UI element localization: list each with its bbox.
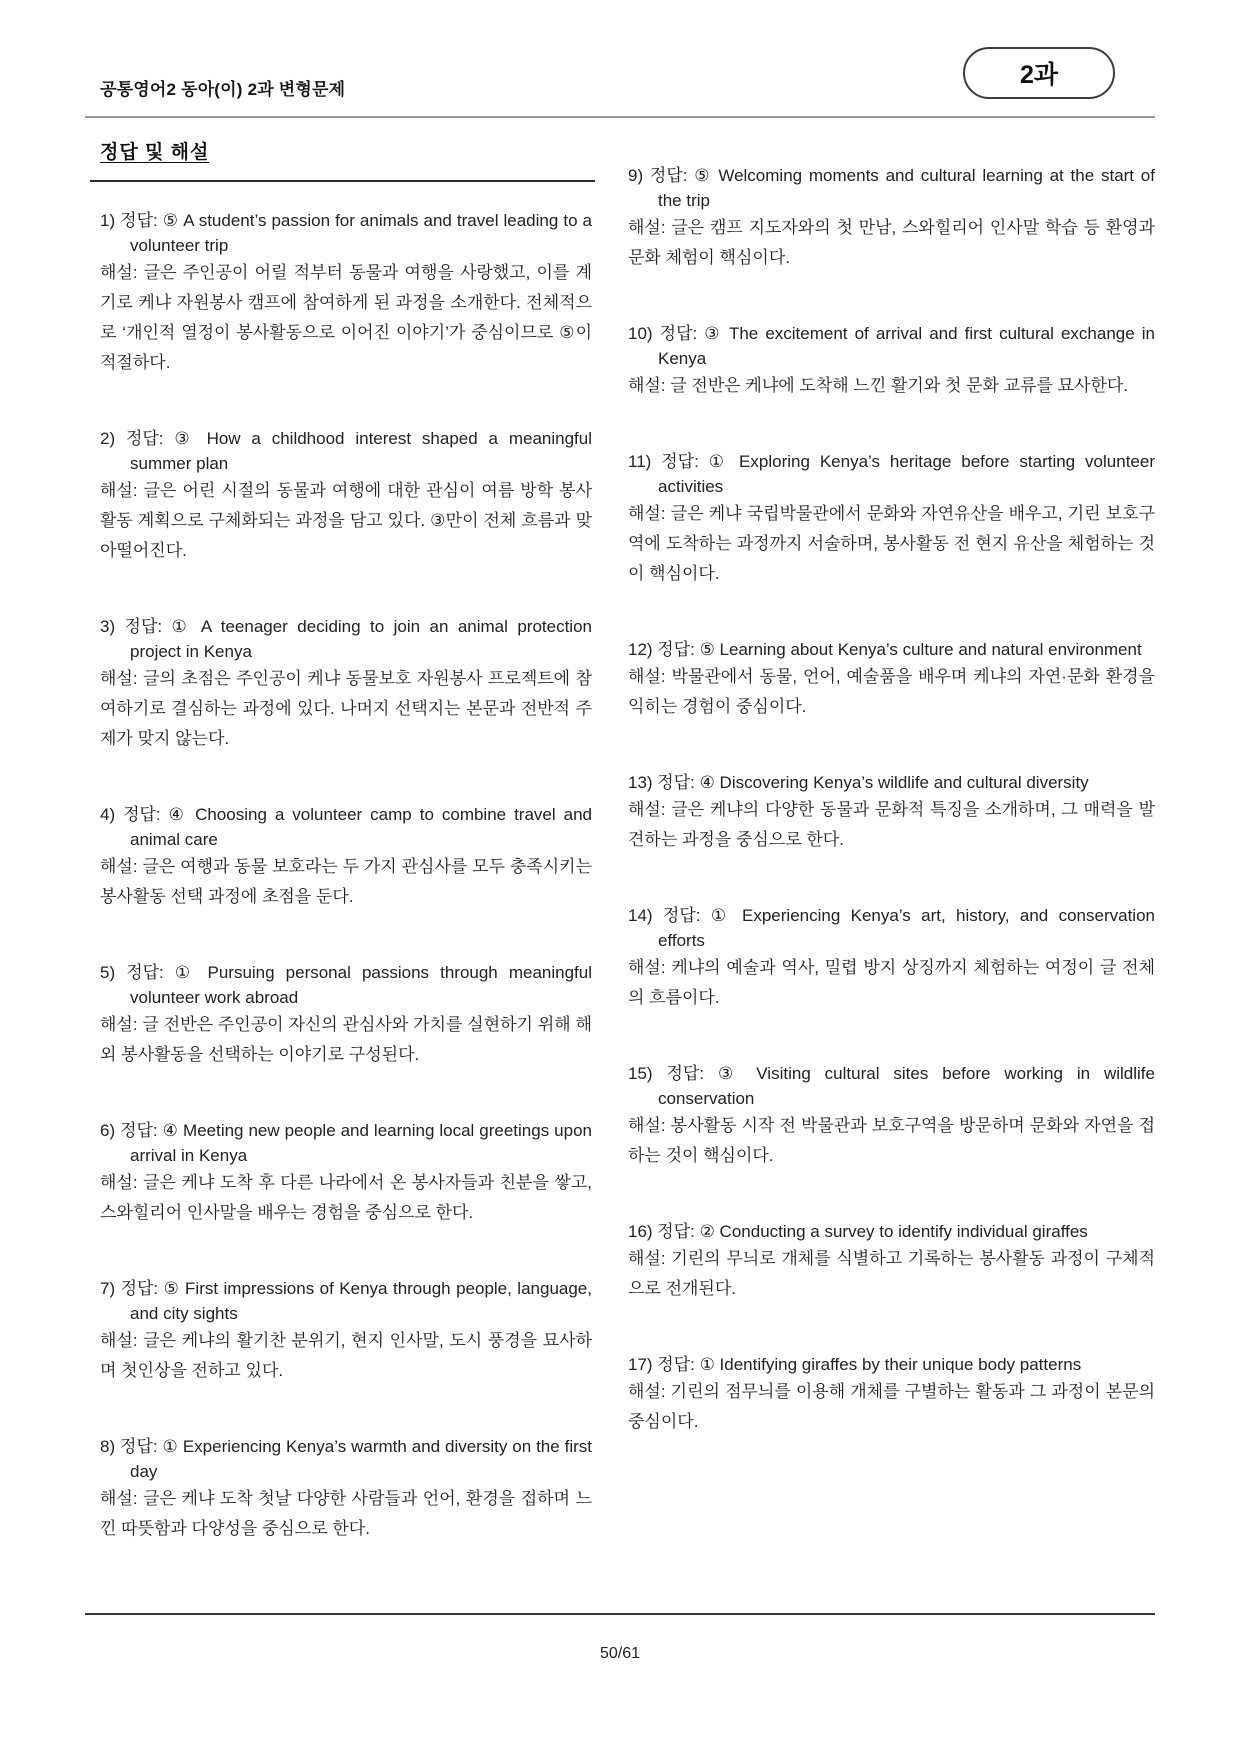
answer-item <box>628 637 1155 722</box>
item-number: 3) <box>100 617 116 636</box>
item-number: 5) <box>100 963 116 982</box>
answer-item <box>628 1061 1155 1171</box>
answer-text: 정답: ④ Discovering Kenya’s wildlife and cultural diversity <box>652 773 1089 792</box>
item-number: 4) <box>100 805 116 824</box>
answer-item <box>100 960 592 1070</box>
explanation-text: 해설: 글은 캠프 지도자와의 첫 만남, 스와힐리어 인사말 학습 등 환영과 문화 체험이 핵심이다. <box>628 218 1155 267</box>
answer-item <box>628 449 1155 589</box>
answer-line <box>100 1276 592 1326</box>
answer-item <box>628 770 1155 855</box>
answer-text: 정답: ① Exploring Kenya’s heritage before starting volunteer activities <box>651 452 1155 496</box>
explanation-text: 해설: 봉사활동 시작 전 박물관과 보호구역을 방문하며 문화와 자연을 접하는 것이 핵심이다. <box>628 1116 1155 1165</box>
item-number: 14) <box>628 906 653 925</box>
answer-item <box>628 321 1155 401</box>
doc-title: 공통영어2 동아(이) 2과 변형문제 <box>100 80 346 99</box>
item-number: 1) <box>100 211 116 230</box>
answer-text: 정답: ① Experiencing Kenya’s warmth and diversity on the first day <box>115 1437 592 1481</box>
answer-item <box>100 1276 592 1386</box>
header-rule <box>85 116 1155 118</box>
answer-text: 정답: ③ The excitement of arrival and first cultural exchange in Kenya <box>652 324 1155 368</box>
answer-line <box>628 903 1155 953</box>
answer-text: 정답: ② Conducting a survey to identify individual giraffes <box>652 1222 1088 1241</box>
answer-line <box>628 163 1155 213</box>
answer-item <box>100 208 592 378</box>
explanation-text: 해설: 글은 어린 시절의 동물과 여행에 대한 관심이 여름 방학 봉사활동 계획으로 구체화되는 과정을 담고 있다. ③만이 전체 흐름과 맞아떨어진다. <box>100 481 592 560</box>
chapter-badge: 2과 <box>963 47 1115 99</box>
item-number: 17) <box>628 1355 653 1374</box>
item-number: 16) <box>628 1222 653 1241</box>
answer-line <box>628 1061 1155 1111</box>
explanation-text: 해설: 글은 케냐 도착 첫날 다양한 사람들과 언어, 환경을 접하며 느낀 따뜻함과 다양성을 중심으로 한다. <box>100 1489 592 1538</box>
answer-text: 정답: ① Experiencing Kenya’s art, history, and conservation efforts <box>652 906 1155 950</box>
item-number: 8) <box>100 1437 116 1456</box>
explanation-text: 해설: 글은 케냐 도착 후 다른 나라에서 온 봉사자들과 친분을 쌓고, 스와힐리어 인사말을 배우는 경험을 중심으로 한다. <box>100 1173 592 1222</box>
explanation-text: 해설: 박물관에서 동물, 언어, 예술품을 배우며 케냐의 자연·문화 환경을 익히는 경험이 중심이다. <box>628 667 1155 716</box>
explanation-text: 해설: 기린의 무늬로 개체를 식별하고 기록하는 봉사활동 과정이 구체적으로 전개된다. <box>628 1249 1155 1298</box>
answer-line <box>100 960 592 1010</box>
answer-line <box>100 1118 592 1168</box>
item-number: 15) <box>628 1064 653 1083</box>
answer-text: 정답: ① A teenager deciding to join an animal protection project in Kenya <box>115 617 592 661</box>
answer-item <box>100 1434 592 1544</box>
item-number: 13) <box>628 773 653 792</box>
answer-item <box>100 802 592 912</box>
answer-text: 정답: ⑤ A student’s passion for animals and travel leading to a volunteer trip <box>115 211 592 255</box>
answer-line <box>100 208 592 258</box>
footer-rule <box>85 1613 1155 1615</box>
answer-line <box>628 1352 1155 1377</box>
answer-item <box>628 1352 1155 1437</box>
item-number: 11) <box>628 452 652 471</box>
explanation-text: 해설: 글은 주인공이 어릴 적부터 동물과 여행을 사랑했고, 이를 계기로 케냐 자원봉사 캠프에 참여하게 된 과정을 소개한다. 전체적으로 ‘개인적 열정이 봉사활동으로 이어진 이야기’가 중심이므로 ⑤이 적절하다. <box>100 263 592 372</box>
section-rule <box>90 180 595 182</box>
item-number: 2) <box>100 429 116 448</box>
answer-line <box>628 1219 1155 1244</box>
answer-text: 정답: ① Identifying giraffes by their unique body patterns <box>652 1355 1082 1374</box>
answer-item <box>628 903 1155 1013</box>
answer-text: 정답: ③ How a childhood interest shaped a meaningful summer plan <box>115 429 592 473</box>
answer-line <box>628 637 1155 662</box>
answer-item <box>100 614 592 754</box>
item-number: 10) <box>628 324 653 343</box>
answer-line <box>100 426 592 476</box>
answer-text: 정답: ③ Visiting cultural sites before working in wildlife conservation <box>652 1064 1155 1108</box>
answers-column-right <box>628 137 1155 1485</box>
answer-text: 정답: ① Pursuing personal passions through meaningful volunteer work abroad <box>115 963 592 1007</box>
item-number: 6) <box>100 1121 116 1140</box>
answer-line <box>100 802 592 852</box>
explanation-text: 해설: 글은 여행과 동물 보호라는 두 가지 관심사를 모두 충족시키는 봉사활동 선택 과정에 초점을 둔다. <box>100 857 592 906</box>
answer-text: 정답: ④ Meeting new people and learning local greetings upon arrival in Kenya <box>115 1121 592 1165</box>
explanation-text: 해설: 글의 초점은 주인공이 케냐 동물보호 자원봉사 프로젝트에 참여하기로 결심하는 과정에 있다. 나머지 선택지는 본문과 전반적 주제가 맞지 않는다. <box>100 669 592 748</box>
answer-text: 정답: ⑤ First impressions of Kenya through people, language, and city sights <box>115 1279 592 1323</box>
explanation-text: 해설: 글은 케냐 국립박물관에서 문화와 자연유산을 배우고, 기린 보호구역에 도착하는 과정까지 서술하며, 봉사활동 전 현지 유산을 체험하는 것이 핵심이다. <box>628 504 1155 583</box>
item-number: 9) <box>628 166 644 185</box>
explanation-text: 해설: 케냐의 예술과 역사, 밀렵 방지 상징까지 체험하는 여정이 글 전체의 흐름이다. <box>628 958 1155 1007</box>
section-title: 정답 및 해설 <box>100 142 210 163</box>
explanation-text: 해설: 글 전반은 케냐에 도착해 느낀 활기와 첫 문화 교류를 묘사한다. <box>628 376 1129 395</box>
answer-item <box>100 1118 592 1228</box>
answer-line <box>628 321 1155 371</box>
answer-text: 정답: ④ Choosing a volunteer camp to combine travel and animal care <box>115 805 592 849</box>
answer-item <box>628 163 1155 273</box>
answer-line <box>100 614 592 664</box>
explanation-text: 해설: 기린의 점무늬를 이용해 개체를 구별하는 활동과 그 과정이 본문의 중심이다. <box>628 1382 1155 1431</box>
answer-text: 정답: ⑤ Welcoming moments and cultural learning at the start of the trip <box>643 166 1155 210</box>
answer-item <box>628 1219 1155 1304</box>
item-number: 7) <box>100 1279 116 1298</box>
answer-line <box>100 1434 592 1484</box>
explanation-text: 해설: 글은 케냐의 다양한 동물과 문화적 특징을 소개하며, 그 매력을 발견하는 과정을 중심으로 한다. <box>628 800 1155 849</box>
answer-line <box>628 449 1155 499</box>
item-number: 12) <box>628 640 653 659</box>
explanation-text: 해설: 글은 케냐의 활기찬 분위기, 현지 인사말, 도시 풍경을 묘사하며 첫인상을 전하고 있다. <box>100 1331 592 1380</box>
answers-column-left <box>100 137 592 1592</box>
answer-item <box>100 426 592 566</box>
answer-line <box>628 770 1155 795</box>
answer-text: 정답: ⑤ Learning about Kenya’s culture and natural environment <box>652 640 1142 659</box>
explanation-text: 해설: 글 전반은 주인공이 자신의 관심사와 가치를 실현하기 위해 해외 봉사활동을 선택하는 이야기로 구성된다. <box>100 1015 592 1064</box>
content-area <box>100 137 1155 1592</box>
page-number: 50/61 <box>599 1645 641 1662</box>
